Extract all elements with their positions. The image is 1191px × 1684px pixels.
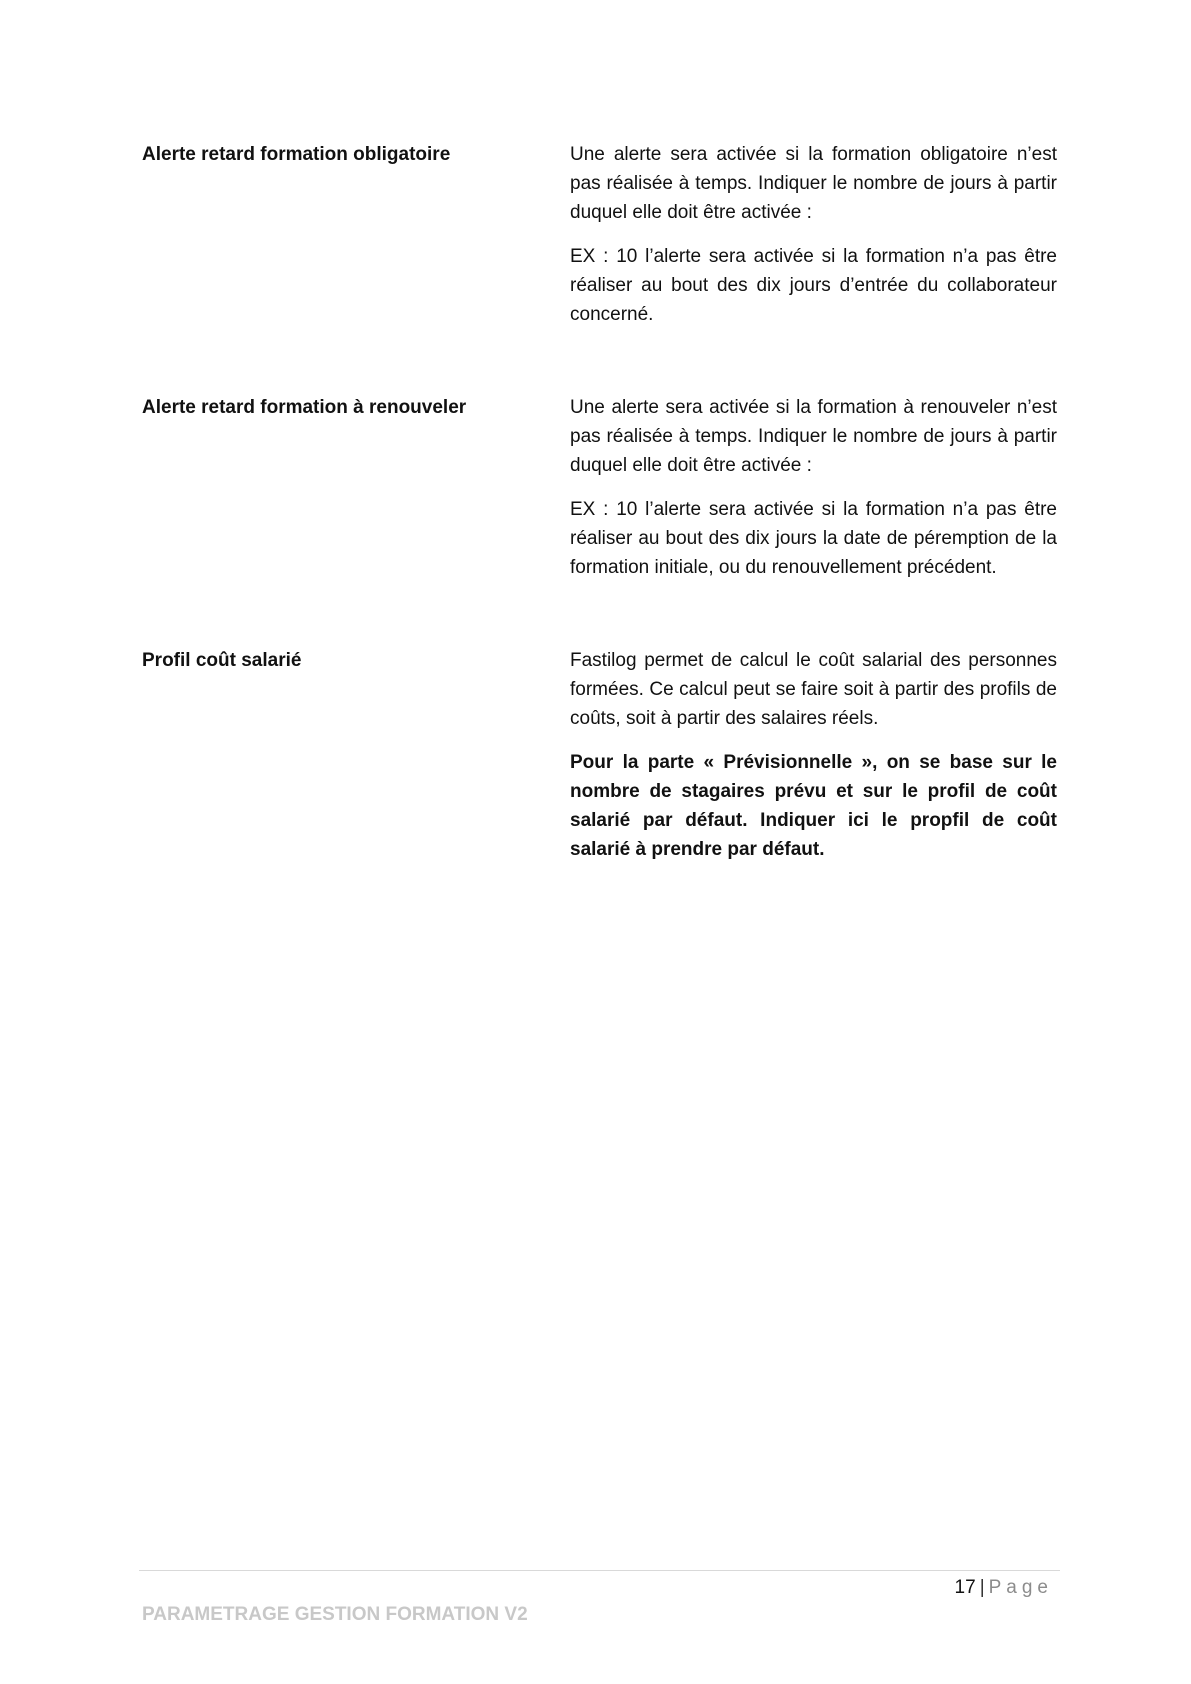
footer-document-title: PARAMETRAGE GESTION FORMATION V2 (142, 1604, 528, 1625)
section-description (570, 646, 1057, 879)
section-description (570, 140, 1057, 344)
footer-divider (139, 1570, 1060, 1571)
example-paragraph: EX : 10 l’alerte sera activée si la formation n’a pas être réaliser au bout des dix jours la date de péremption de la formation initiale, ou du renouvellement précédent. (570, 499, 1057, 578)
section-label: Profil coût salarié (142, 650, 302, 671)
description-paragraph: Une alerte sera activée si la formation à renouveler n’est pas réalisée à temps. Indiquer le nombre de jours à partir duquel elle doit être activée : (570, 397, 1057, 476)
section-description (570, 393, 1057, 597)
description-paragraph: Une alerte sera activée si la formation obligatoire n’est pas réalisée à temps. Indiquer le nombre de jours à partir duquel elle doit être activée : (570, 144, 1057, 223)
page-number-value: 17 (954, 1577, 976, 1598)
note-paragraph: Pour la parte « Prévisionnelle », on se base sur le nombre de stagaires prévu et sur le profil de coût salarié par défaut. Indiquer ici le propfil de coût salarié à prendre par défaut. (570, 752, 1057, 860)
page-word: Page (988, 1577, 1053, 1598)
description-paragraph: Fastilog permet de calcul le coût salarial des personnes formées. Ce calcul peut se faire soit à partir des profils de coûts, soit à partir des salaires réels. (570, 650, 1057, 729)
example-paragraph: EX : 10 l’alerte sera activée si la formation n’a pas être réaliser au bout des dix jours d’entrée du collaborateur concerné. (570, 246, 1057, 325)
section-label: Alerte retard formation à renouveler (142, 397, 467, 418)
section-label: Alerte retard formation obligatoire (142, 144, 451, 165)
page-number-separator: | (979, 1577, 985, 1598)
page-number (955, 1574, 1053, 1602)
